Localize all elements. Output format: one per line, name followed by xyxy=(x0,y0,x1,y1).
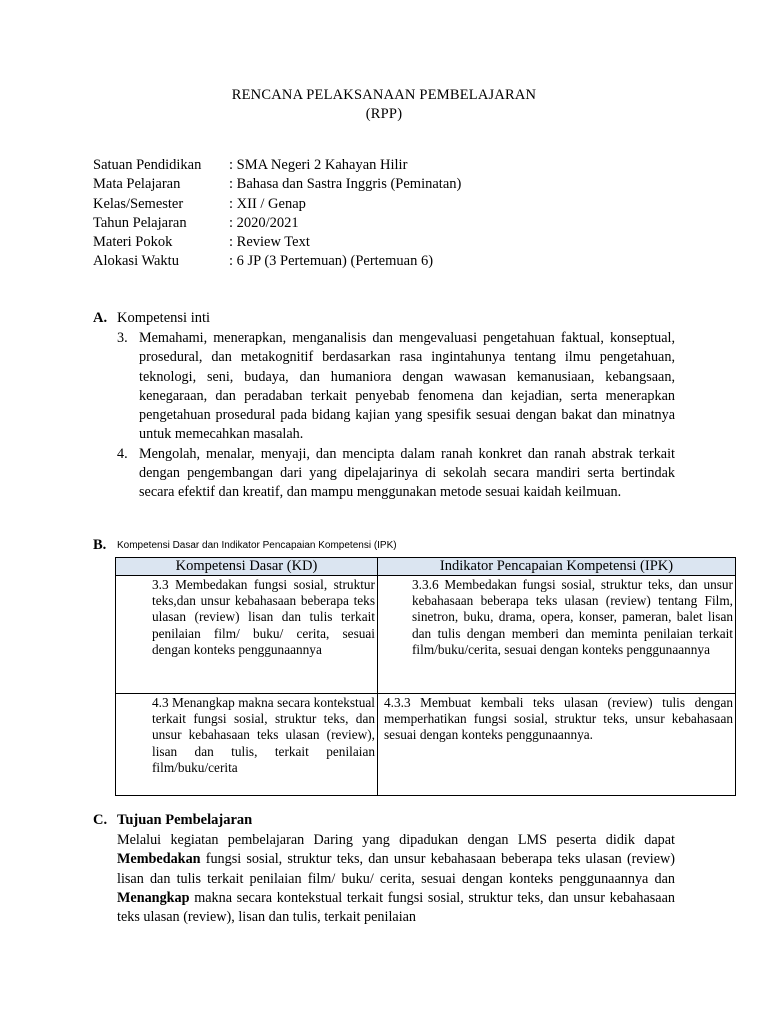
ipk-cell: 3.3.6 Membedakan fungsi sosial, struktur teks, dan unsur kebahasaan beberapa teks ulasan (review) tentang Film, sinetron, buku, drama, opera, konser, pameran, balet lisan dan tulis dengan memberi dan meminta penilaian terkait film/buku/cerita, sesuai dengan konteks penggunaannya xyxy=(378,576,736,694)
identity-value: : SMA Negeri 2 Kahayan Hilir xyxy=(229,157,408,173)
identity-row xyxy=(93,156,693,175)
tujuan-paragraph xyxy=(117,831,675,927)
kd-cell: 4.3 Menangkap makna secara kontekstual terkait fungsi sosial, struktur teks, dan unsur kebahasaan teks ulasan (review), lisan dan tulis, terkait penilaian film/buku/cerita xyxy=(116,694,378,796)
list-item xyxy=(117,445,675,503)
column-header-ipk: Indikator Pencapaian Kompetensi (IPK) xyxy=(378,558,736,576)
identity-label: Mata Pelajaran xyxy=(93,176,181,193)
section-b-heading: Kompetensi Dasar dan Indikator Pencapaian Kompetensi (IPK) xyxy=(117,540,397,551)
identity-value: : XII / Genap xyxy=(229,195,306,212)
tujuan-text-3: makna secara kontekstual terkait fungsi sosial, struktur teks, dan unsur kebahasaan teks ulasan (review), lisan dan tulis, terkait penilaian xyxy=(117,889,675,926)
identity-row xyxy=(93,214,693,233)
section-a-letter: A. xyxy=(93,310,108,326)
identity-value: : 6 JP (3 Pertemuan) (Pertemuan 6) xyxy=(229,253,434,270)
document-subtitle: (RPP) xyxy=(365,106,403,122)
list-item-text: Mengolah, menalar, menyaji, dan mencipta dalam ranah konkret dan ranah abstrak terkait dengan pengembangan dari yang dipelajarinya di sekolah secara mandiri serta bertindak secara efektif dan kreatif, dan mampu menggunakan metode sesuai kaidah keilmuan. xyxy=(139,445,675,501)
identity-block xyxy=(93,156,693,272)
identity-label: Materi Pokok xyxy=(93,234,173,251)
identity-value: : Bahasa dan Sastra Inggris (Peminatan) xyxy=(229,176,462,193)
identity-label: Kelas/Semester xyxy=(93,195,184,212)
table-row xyxy=(116,694,736,796)
list-item xyxy=(117,329,675,445)
kd-cell: 3.3 Membedakan fungsi sosial, struktur teks,dan unsur kebahasaan beberapa teks ulasan (review) lisan dan tulis terkait penilaian film/ buku/ cerita, sesuai dengan konteks penggunaannya xyxy=(116,576,378,694)
document-title: RENCANA PELAKSANAAN PEMBELAJARAN xyxy=(231,87,537,103)
section-b-letter: B. xyxy=(93,537,107,553)
identity-label: Tahun Pelajaran xyxy=(93,214,187,231)
table-header-row xyxy=(116,558,736,576)
identity-row xyxy=(93,175,693,194)
tujuan-text-1: Melalui kegiatan pembelajaran Daring yang dipadukan dengan LMS peserta didik dapat xyxy=(117,832,675,848)
ipk-cell: 4.3.3 Membuat kembali teks ulasan (review) tulis dengan memperhatikan fungsi sosial, struktur teks, unsur kebahasaan sesuai dengan konteks penggunaannya. xyxy=(378,694,736,796)
list-item-text: Memahami, menerapkan, menganalisis dan mengevaluasi pengetahuan faktual, konseptual, prosedural, dan metakognitif berdasarkan rasa ingintahunya tentang ilmu pengetahuan, teknologi, seni, budaya, dan humaniora dengan wawasan kemanusiaan, kebangsaan, kenegaraan, dan peradaban terkait penyebab fenomena dan kejadian, serta menerapkan pengetahuan prosedural pada bidang kajian yang spesifik sesuai dengan bakat dan minatnya untuk memecahkan masalah. xyxy=(139,330,675,443)
identity-row xyxy=(93,195,693,214)
identity-row xyxy=(93,233,693,252)
table-row xyxy=(116,576,736,694)
identity-label: Alokasi Waktu xyxy=(93,253,179,270)
section-c-letter: C. xyxy=(93,812,108,828)
list-item-number: 3. xyxy=(117,330,128,346)
section-c-heading: Tujuan Pembelajaran xyxy=(117,812,253,828)
identity-value: : Review Text xyxy=(229,234,310,251)
section-a-heading: Kompetensi inti xyxy=(117,310,211,326)
tujuan-text-2: fungsi sosial, struktur teks, dan unsur kebahasaan beberapa teks ulasan (review) lisan dan tulis terkait penilaian film/ buku/ cerita, sesuai dengan konteks penggunaannya dan xyxy=(117,851,675,887)
column-header-kd: Kompetensi Dasar (KD) xyxy=(116,558,378,576)
identity-row xyxy=(93,252,693,271)
tujuan-keyword-1: Membedakan xyxy=(117,851,201,868)
identity-value: : 2020/2021 xyxy=(229,214,299,231)
tujuan-keyword-2: Menangkap xyxy=(117,889,190,906)
identity-label: Satuan Pendidikan xyxy=(93,157,202,173)
kd-ipk-table xyxy=(115,557,736,796)
kompetensi-inti-list xyxy=(117,329,675,503)
list-item-number: 4. xyxy=(117,445,128,462)
